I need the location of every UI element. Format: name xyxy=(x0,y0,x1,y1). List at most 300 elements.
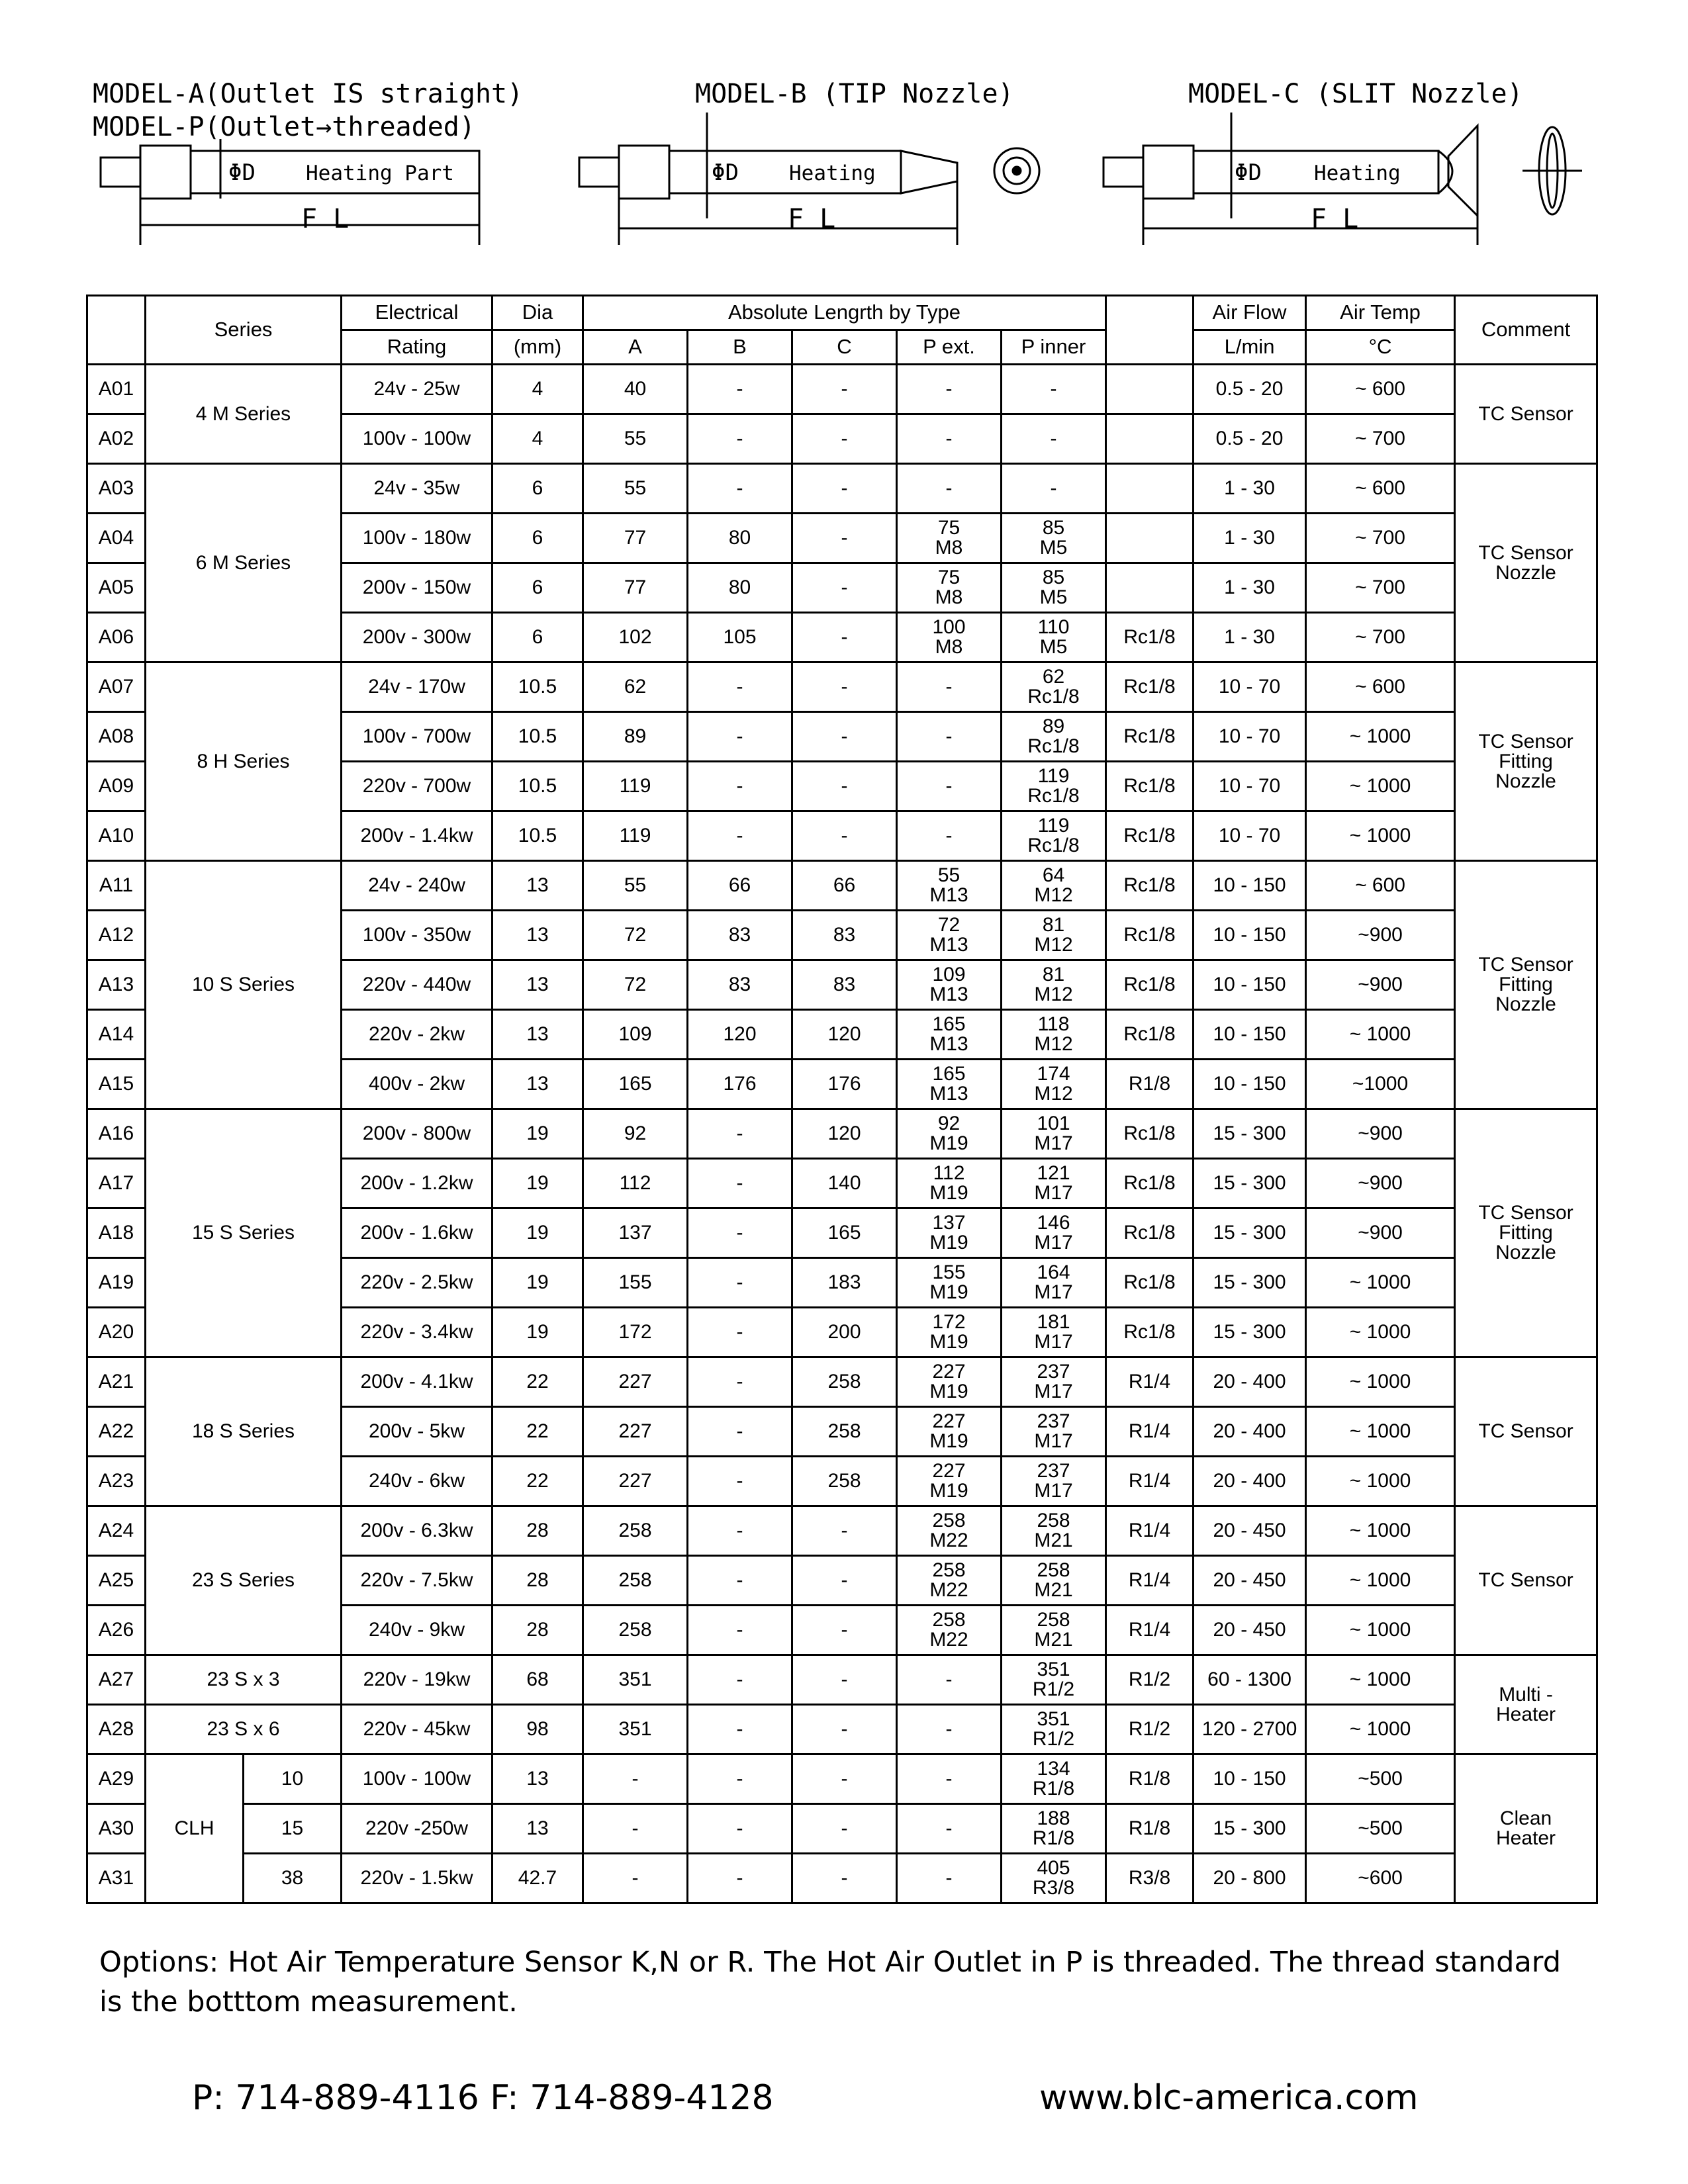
rating-cell: 100v - 700w xyxy=(342,712,492,762)
length-pext-cell-line: M19 xyxy=(929,1132,968,1154)
length-pinner-cell-lines xyxy=(1002,478,1105,498)
length-pinner-cell-line: M17 xyxy=(1034,1182,1073,1204)
length-pext-cell-line: M22 xyxy=(929,1529,968,1551)
length-pinner-cell-line: M17 xyxy=(1034,1480,1073,1502)
length-pext-cell-line: 258 xyxy=(932,1609,966,1631)
comment-cell-line: Clean xyxy=(1499,1807,1552,1829)
dia-cell: 98 xyxy=(492,1705,583,1754)
length-pext-cell-lines xyxy=(898,727,1000,747)
air-temp-cell: ~1000 xyxy=(1306,1060,1455,1109)
length-a-cell: 77 xyxy=(583,563,688,613)
air-temp-cell: ~ 1000 xyxy=(1306,1556,1455,1606)
air-flow-cell: 20 - 400 xyxy=(1194,1357,1306,1407)
air-temp-cell: ~ 600 xyxy=(1306,464,1455,514)
length-pinner-cell-lines xyxy=(1002,1412,1105,1451)
length-pext-cell-line: - xyxy=(945,676,953,698)
header-electrical: Electrical xyxy=(342,296,492,330)
length-pinner-cell xyxy=(1002,1804,1106,1854)
header-air-flow: Air Flow xyxy=(1194,296,1306,330)
air-temp-cell: ~900 xyxy=(1306,1159,1455,1208)
series-cell: 23 S Series xyxy=(146,1506,342,1655)
length-b-cell: - xyxy=(688,1208,792,1258)
rating-cell: 24v - 35w xyxy=(342,464,492,514)
length-pinner-cell-line: R1/2 xyxy=(1032,1728,1075,1750)
model-c-title: MODEL-C (SLIT Nozzle) xyxy=(1188,79,1523,109)
length-a-cell: 55 xyxy=(583,464,688,514)
length-pinner-cell-lines xyxy=(1002,915,1105,955)
length-pext-cell xyxy=(897,662,1002,712)
row-id-cell: A22 xyxy=(87,1407,146,1457)
length-b-cell: - xyxy=(688,1854,792,1903)
dia-cell: 4 xyxy=(492,365,583,414)
rating-cell: 24v - 170w xyxy=(342,662,492,712)
length-pinner-cell-lines xyxy=(1002,518,1105,558)
length-pinner-cell xyxy=(1002,712,1106,762)
length-pext-cell-line: 75 xyxy=(937,517,961,539)
air-temp-cell: ~ 1000 xyxy=(1306,811,1455,861)
length-pinner-cell-lines xyxy=(1002,1163,1105,1203)
length-pinner-cell-lines xyxy=(1002,568,1105,608)
series-cell: 23 S x 6 xyxy=(146,1705,342,1754)
row-id-cell: A08 xyxy=(87,712,146,762)
length-b-cell: 80 xyxy=(688,563,792,613)
dia-cell: 10.5 xyxy=(492,712,583,762)
length-pext-cell xyxy=(897,1258,1002,1308)
comment-cell-line: TC Sensor xyxy=(1478,730,1573,752)
length-pinner-cell-line: 89 xyxy=(1042,715,1065,737)
air-temp-cell: ~ 1000 xyxy=(1306,1407,1455,1457)
rating-cell: 200v - 800w xyxy=(342,1109,492,1159)
length-c-cell: 258 xyxy=(792,1357,897,1407)
spec-table xyxy=(86,295,1598,1904)
length-pext-cell xyxy=(897,1754,1002,1804)
length-pinner-cell-line: 164 xyxy=(1037,1261,1070,1283)
length-pext-cell-line: - xyxy=(945,378,953,400)
length-pext-cell xyxy=(897,1357,1002,1407)
thread-cell: R3/8 xyxy=(1106,1854,1194,1903)
length-a-cell: 227 xyxy=(583,1407,688,1457)
length-pinner-cell-line: R1/8 xyxy=(1032,1778,1075,1799)
length-pinner-cell xyxy=(1002,1754,1106,1804)
series-cell: 6 M Series xyxy=(146,464,342,662)
table-row xyxy=(87,1655,1597,1705)
model-c-neck xyxy=(1438,151,1452,193)
length-c-cell: 120 xyxy=(792,1109,897,1159)
length-b-cell: - xyxy=(688,1308,792,1357)
length-pinner-cell-line: M5 xyxy=(1039,537,1068,559)
length-pinner-cell-line: 81 xyxy=(1042,964,1065,985)
length-c-cell: - xyxy=(792,662,897,712)
length-pinner-cell-line: M12 xyxy=(1034,884,1073,906)
air-temp-cell: ~ 600 xyxy=(1306,662,1455,712)
row-id-cell: A12 xyxy=(87,911,146,960)
comment-cell-line: Multi - xyxy=(1499,1683,1553,1706)
length-a-cell: 227 xyxy=(583,1457,688,1506)
length-pinner-cell-line: - xyxy=(1050,477,1057,499)
length-pinner-cell xyxy=(1002,1506,1106,1556)
length-pinner-cell-lines xyxy=(1002,1064,1105,1104)
thread-cell: R1/8 xyxy=(1106,1804,1194,1854)
series-cell: 4 M Series xyxy=(146,365,342,464)
length-pinner-cell-line: 351 xyxy=(1037,1659,1070,1680)
air-flow-cell: 10 - 70 xyxy=(1194,811,1306,861)
footer-phone-fax: P: 714-889-4116 F: 714-889-4128 xyxy=(192,2078,774,2118)
rating-cell: 100v - 350w xyxy=(342,911,492,960)
length-pinner-cell-line: Rc1/8 xyxy=(1027,735,1080,757)
row-id-cell: A14 xyxy=(87,1010,146,1060)
length-c-cell: - xyxy=(792,1655,897,1705)
length-pext-cell xyxy=(897,762,1002,811)
comment-cell-line: TC Sensor xyxy=(1478,954,1573,976)
dia-cell: 13 xyxy=(492,911,583,960)
rating-cell: 24v - 240w xyxy=(342,861,492,911)
length-c-cell: 200 xyxy=(792,1308,897,1357)
comment-cell-line: Nozzle xyxy=(1495,1242,1556,1263)
length-pinner-cell-lines xyxy=(1002,1213,1105,1253)
length-pext-cell-line: M19 xyxy=(929,1480,968,1502)
header-rating: Rating xyxy=(342,330,492,365)
comment-cell-lines xyxy=(1456,1685,1596,1725)
model-b-title: MODEL-B (TIP Nozzle) xyxy=(695,79,1014,109)
dia-cell: 22 xyxy=(492,1407,583,1457)
length-pinner-cell xyxy=(1002,514,1106,563)
model-c-fl-label: F L xyxy=(1311,204,1359,234)
row-id-cell: A16 xyxy=(87,1109,146,1159)
length-pext-cell-lines xyxy=(898,568,1000,608)
rating-cell: 240v - 6kw xyxy=(342,1457,492,1506)
length-pext-cell-lines xyxy=(898,677,1000,697)
comment-cell-line: Nozzle xyxy=(1495,561,1556,584)
comment-cell-line: Nozzle xyxy=(1495,770,1556,792)
length-pext-cell xyxy=(897,514,1002,563)
length-pext-cell-lines xyxy=(898,1312,1000,1352)
length-c-cell: 66 xyxy=(792,861,897,911)
length-a-cell: 119 xyxy=(583,762,688,811)
length-pext-cell-line: 100 xyxy=(932,616,966,638)
comment-cell xyxy=(1455,1754,1597,1903)
length-pext-cell xyxy=(897,960,1002,1010)
length-pinner-cell-line: M17 xyxy=(1034,1232,1073,1253)
length-pinner-cell-line: 81 xyxy=(1042,914,1065,936)
thread-cell: R1/4 xyxy=(1106,1506,1194,1556)
length-pinner-cell xyxy=(1002,1407,1106,1457)
length-pext-cell-lines xyxy=(898,379,1000,399)
length-b-cell: - xyxy=(688,365,792,414)
length-pinner-cell-lines xyxy=(1002,1610,1105,1650)
length-pext-cell xyxy=(897,563,1002,613)
row-id-cell: A31 xyxy=(87,1854,146,1903)
length-pinner-cell-line: R3/8 xyxy=(1032,1877,1075,1899)
length-c-cell: 258 xyxy=(792,1457,897,1506)
thread-cell: Rc1/8 xyxy=(1106,1208,1194,1258)
row-id-cell: A29 xyxy=(87,1754,146,1804)
length-b-cell: - xyxy=(688,1754,792,1804)
length-pext-cell-line: 155 xyxy=(932,1261,966,1283)
rating-cell: 400v - 2kw xyxy=(342,1060,492,1109)
series-cell: 8 H Series xyxy=(146,662,342,861)
length-pext-cell-line: 109 xyxy=(932,964,966,985)
length-pext-cell xyxy=(897,1556,1002,1606)
length-b-cell: - xyxy=(688,811,792,861)
air-temp-cell: ~900 xyxy=(1306,1208,1455,1258)
length-pinner-cell-line: M17 xyxy=(1034,1132,1073,1154)
length-pext-cell-lines xyxy=(898,1263,1000,1302)
dia-cell: 6 xyxy=(492,563,583,613)
air-temp-cell: ~900 xyxy=(1306,1109,1455,1159)
length-c-cell: - xyxy=(792,1606,897,1655)
model-b-shaft xyxy=(579,158,619,187)
rating-cell: 220v - 700w xyxy=(342,762,492,811)
dia-cell: 6 xyxy=(492,613,583,662)
length-pinner-cell-lines xyxy=(1002,766,1105,806)
dia-cell: 42.7 xyxy=(492,1854,583,1903)
rating-cell: 220v - 1.5kw xyxy=(342,1854,492,1903)
comment-cell xyxy=(1455,1109,1597,1357)
air-temp-cell: ~600 xyxy=(1306,1854,1455,1903)
length-pinner-cell xyxy=(1002,662,1106,712)
length-a-cell: 227 xyxy=(583,1357,688,1407)
model-a-collar xyxy=(140,146,191,199)
air-flow-cell: 0.5 - 20 xyxy=(1194,365,1306,414)
length-a-cell: 258 xyxy=(583,1506,688,1556)
length-b-cell: 176 xyxy=(688,1060,792,1109)
air-flow-cell: 10 - 70 xyxy=(1194,712,1306,762)
air-temp-cell: ~900 xyxy=(1306,911,1455,960)
air-flow-cell: 1 - 30 xyxy=(1194,464,1306,514)
air-flow-cell: 20 - 400 xyxy=(1194,1457,1306,1506)
length-pinner-cell-line: 237 xyxy=(1037,1460,1070,1482)
thread-cell xyxy=(1106,365,1194,414)
length-pinner-cell xyxy=(1002,1606,1106,1655)
size-cell: 38 xyxy=(244,1854,342,1903)
rating-cell: 220v -250w xyxy=(342,1804,492,1854)
length-pinner-cell-line: R1/8 xyxy=(1032,1827,1075,1849)
comment-cell-line: Fitting xyxy=(1499,974,1553,995)
model-b-heating-label: Heating xyxy=(789,161,876,185)
dia-cell: 10.5 xyxy=(492,662,583,712)
row-id-cell: A23 xyxy=(87,1457,146,1506)
dia-cell: 19 xyxy=(492,1258,583,1308)
table-row xyxy=(87,1754,1597,1804)
table-row xyxy=(87,365,1597,414)
model-b-collar xyxy=(619,146,669,199)
length-pext-cell-lines xyxy=(898,1561,1000,1600)
length-pext-cell-line: - xyxy=(945,1718,953,1740)
series-cell: CLH xyxy=(146,1754,244,1903)
length-c-cell: - xyxy=(792,811,897,861)
length-pext-cell-line: M22 xyxy=(929,1629,968,1651)
length-pext-cell-line: - xyxy=(945,428,953,449)
rating-cell: 220v - 2.5kw xyxy=(342,1258,492,1308)
air-temp-cell: ~ 700 xyxy=(1306,613,1455,662)
length-pinner-cell xyxy=(1002,1010,1106,1060)
length-pinner-cell-line: Rc1/8 xyxy=(1027,835,1080,856)
length-b-cell: - xyxy=(688,1506,792,1556)
air-flow-cell: 20 - 400 xyxy=(1194,1407,1306,1457)
comment-cell xyxy=(1455,861,1597,1109)
length-b-cell: - xyxy=(688,414,792,464)
table-row xyxy=(87,861,1597,911)
length-pext-cell-line: M13 xyxy=(929,884,968,906)
length-pinner-cell-lines xyxy=(1002,1015,1105,1054)
length-pext-cell-line: M13 xyxy=(929,934,968,956)
air-temp-cell: ~ 600 xyxy=(1306,365,1455,414)
thread-cell: Rc1/8 xyxy=(1106,911,1194,960)
dia-cell: 28 xyxy=(492,1556,583,1606)
length-pinner-cell xyxy=(1002,1556,1106,1606)
comment-cell-line: Heater xyxy=(1496,1827,1556,1849)
length-pinner-cell-line: 134 xyxy=(1037,1758,1070,1780)
length-pinner-cell-line: 258 xyxy=(1037,1609,1070,1631)
header-dia-unit: (mm) xyxy=(492,330,583,365)
length-a-cell: - xyxy=(583,1754,688,1804)
length-c-cell: 83 xyxy=(792,911,897,960)
length-pext-cell xyxy=(897,861,1002,911)
length-pinner-cell-line: 174 xyxy=(1037,1063,1070,1085)
length-pinner-cell-line: M17 xyxy=(1034,1430,1073,1452)
length-c-cell: - xyxy=(792,414,897,464)
header-id xyxy=(87,296,146,365)
length-a-cell: 172 xyxy=(583,1308,688,1357)
length-b-cell: - xyxy=(688,1407,792,1457)
length-pinner-cell-line: 237 xyxy=(1037,1361,1070,1383)
length-a-cell: 258 xyxy=(583,1556,688,1606)
length-pinner-cell xyxy=(1002,365,1106,414)
rating-cell: 200v - 5kw xyxy=(342,1407,492,1457)
air-flow-cell: 20 - 450 xyxy=(1194,1506,1306,1556)
length-pinner-cell xyxy=(1002,1357,1106,1407)
length-pinner-cell-lines xyxy=(1002,1858,1105,1898)
length-pinner-cell-lines xyxy=(1002,667,1105,707)
length-c-cell: 120 xyxy=(792,1010,897,1060)
thread-cell: Rc1/8 xyxy=(1106,662,1194,712)
length-c-cell: 176 xyxy=(792,1060,897,1109)
length-b-cell: 105 xyxy=(688,613,792,662)
dia-cell: 13 xyxy=(492,1754,583,1804)
comment-cell-line: TC Sensor xyxy=(1478,1420,1573,1442)
length-a-cell: 40 xyxy=(583,365,688,414)
length-pext-cell xyxy=(897,414,1002,464)
rating-cell: 220v - 3.4kw xyxy=(342,1308,492,1357)
length-pinner-cell xyxy=(1002,911,1106,960)
length-a-cell: 155 xyxy=(583,1258,688,1308)
length-pext-cell-line: M8 xyxy=(935,636,963,658)
header-col-pinner: P inner xyxy=(1002,330,1106,365)
model-b-tip xyxy=(901,151,957,193)
length-pinner-cell-line: 237 xyxy=(1037,1410,1070,1432)
length-pext-cell xyxy=(897,1655,1002,1705)
length-pext-cell-line: 258 xyxy=(932,1559,966,1581)
air-flow-cell: 10 - 150 xyxy=(1194,1754,1306,1804)
length-pext-cell-line: 172 xyxy=(932,1311,966,1333)
air-temp-cell: ~ 1000 xyxy=(1306,1357,1455,1407)
air-temp-cell: ~ 1000 xyxy=(1306,1258,1455,1308)
length-pext-cell xyxy=(897,811,1002,861)
length-c-cell: - xyxy=(792,365,897,414)
air-temp-cell: ~500 xyxy=(1306,1754,1455,1804)
footer-website[interactable]: www.blc-america.com xyxy=(1039,2078,1419,2118)
air-temp-cell: ~500 xyxy=(1306,1804,1455,1854)
length-pinner-cell-line: 64 xyxy=(1042,864,1065,886)
length-pinner-cell-line: 146 xyxy=(1037,1212,1070,1234)
length-b-cell: - xyxy=(688,1606,792,1655)
thread-cell: Rc1/8 xyxy=(1106,960,1194,1010)
model-diagrams xyxy=(0,0,1688,265)
length-pext-cell-lines xyxy=(898,1412,1000,1451)
length-pinner-cell xyxy=(1002,960,1106,1010)
length-pinner-cell-lines xyxy=(1002,379,1105,399)
length-pext-cell-line: - xyxy=(945,1768,953,1790)
table-row xyxy=(87,662,1597,712)
length-pinner-cell-lines xyxy=(1002,1759,1105,1799)
row-id-cell: A05 xyxy=(87,563,146,613)
length-pext-cell-line: M13 xyxy=(929,1033,968,1055)
model-c-heating-label: Heating xyxy=(1314,161,1401,185)
length-pext-cell xyxy=(897,1208,1002,1258)
model-b-diameter-label: ΦD xyxy=(712,159,739,186)
length-pinner-cell-line: M21 xyxy=(1034,1629,1073,1651)
header-col-c: C xyxy=(792,330,897,365)
model-a-title: MODEL-A(Outlet IS straight) xyxy=(93,79,524,109)
length-pext-cell-line: - xyxy=(945,1668,953,1690)
length-a-cell: 112 xyxy=(583,1159,688,1208)
comment-cell-lines xyxy=(1456,404,1596,424)
length-pinner-cell-line: 119 xyxy=(1037,765,1070,787)
dia-cell: 13 xyxy=(492,1804,583,1854)
length-a-cell: 351 xyxy=(583,1705,688,1754)
air-flow-cell: 15 - 300 xyxy=(1194,1804,1306,1854)
comment-cell xyxy=(1455,464,1597,662)
dia-cell: 19 xyxy=(492,1159,583,1208)
length-pext-cell xyxy=(897,911,1002,960)
length-b-cell: 66 xyxy=(688,861,792,911)
length-pext-cell-line: 92 xyxy=(937,1113,961,1134)
length-pext-cell-lines xyxy=(898,1769,1000,1789)
length-pext-cell-lines xyxy=(898,429,1000,449)
model-a-fl-label: F L xyxy=(301,204,350,234)
air-temp-cell: ~ 1000 xyxy=(1306,1655,1455,1705)
size-cell: 15 xyxy=(244,1804,342,1854)
length-pext-cell-line: M19 xyxy=(929,1381,968,1402)
length-pinner-cell-line: 405 xyxy=(1037,1857,1070,1879)
length-b-cell: - xyxy=(688,1258,792,1308)
air-flow-cell: 20 - 450 xyxy=(1194,1606,1306,1655)
air-flow-cell: 1 - 30 xyxy=(1194,563,1306,613)
row-id-cell: A17 xyxy=(87,1159,146,1208)
comment-cell-lines xyxy=(1456,543,1596,583)
dia-cell: 13 xyxy=(492,1010,583,1060)
air-temp-cell: ~ 600 xyxy=(1306,861,1455,911)
rating-cell: 220v - 19kw xyxy=(342,1655,492,1705)
thread-cell: R1/4 xyxy=(1106,1457,1194,1506)
header-air-temp-unit: °C xyxy=(1306,330,1455,365)
length-pext-cell-line: M8 xyxy=(935,537,963,559)
length-pext-cell-lines xyxy=(898,1511,1000,1551)
row-id-cell: A09 xyxy=(87,762,146,811)
table-row xyxy=(87,464,1597,514)
length-pinner-cell xyxy=(1002,1705,1106,1754)
thread-cell: R1/2 xyxy=(1106,1655,1194,1705)
length-pinner-cell-line: 258 xyxy=(1037,1510,1070,1531)
length-b-cell: - xyxy=(688,1159,792,1208)
length-a-cell: 55 xyxy=(583,414,688,464)
length-pinner-cell-lines xyxy=(1002,1461,1105,1501)
row-id-cell: A15 xyxy=(87,1060,146,1109)
length-pinner-cell-line: 62 xyxy=(1042,666,1065,688)
row-id-cell: A11 xyxy=(87,861,146,911)
thread-cell: R1/4 xyxy=(1106,1556,1194,1606)
length-c-cell: - xyxy=(792,1705,897,1754)
